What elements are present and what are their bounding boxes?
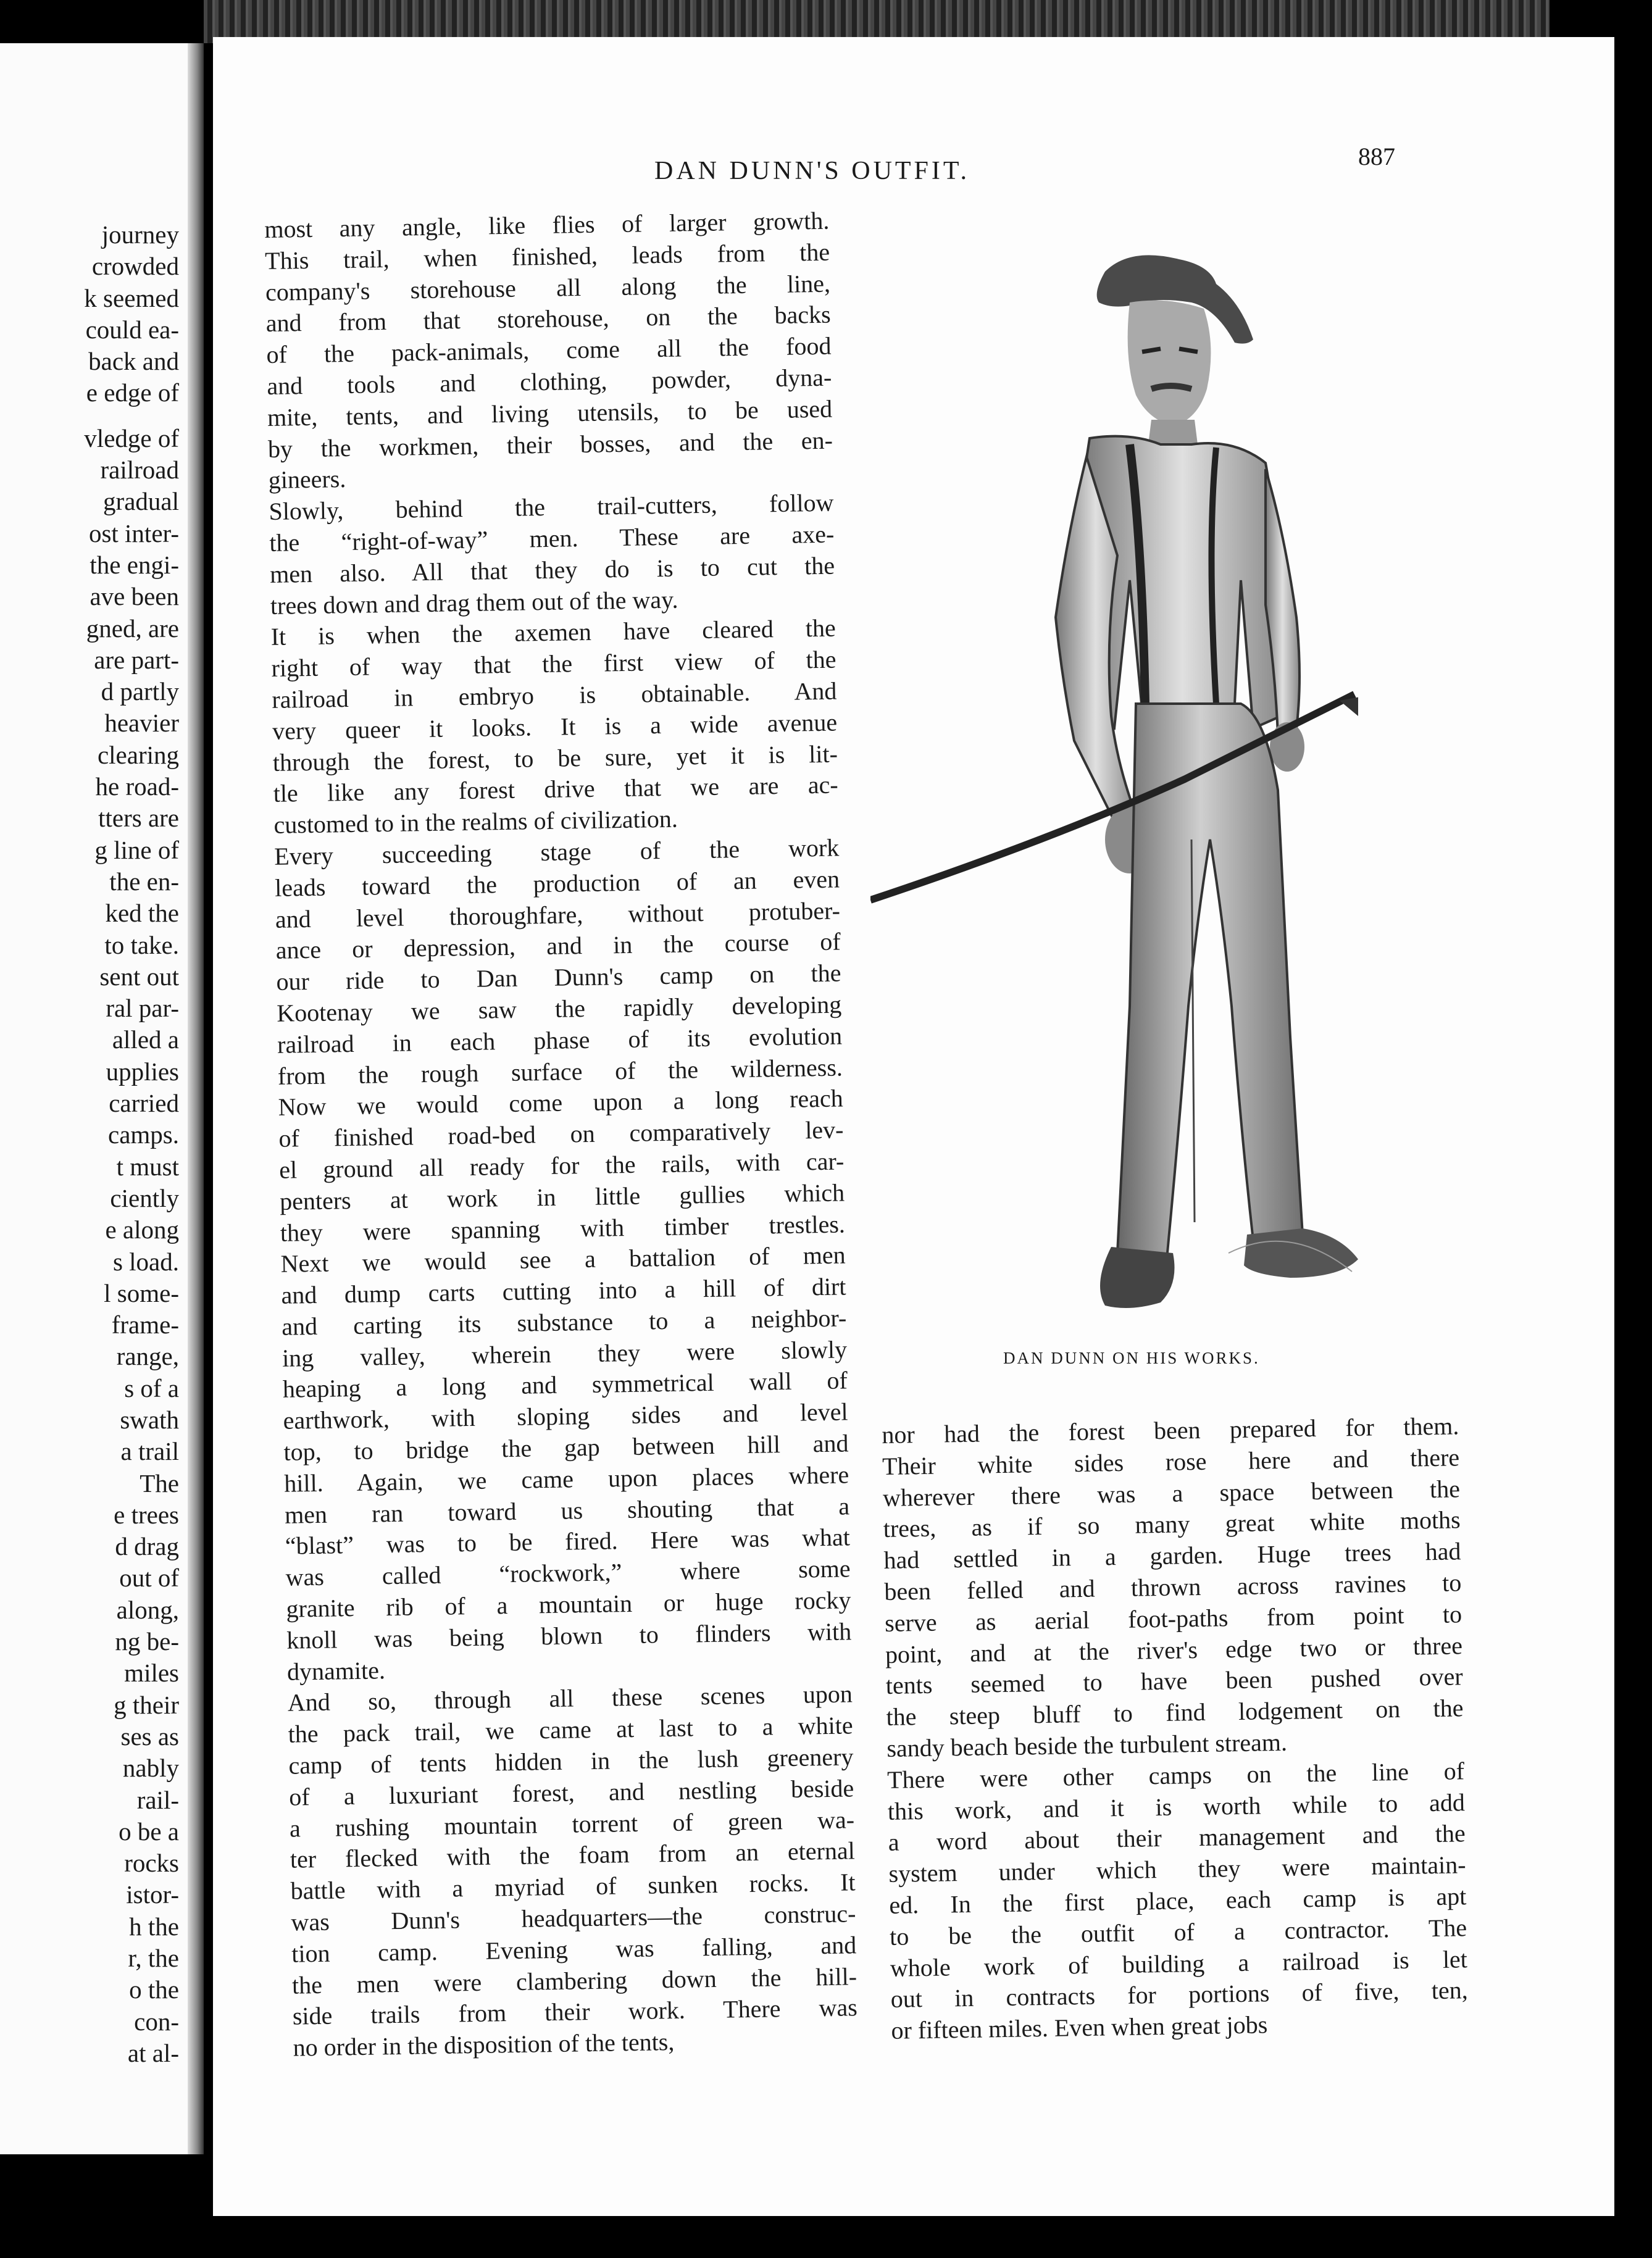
text-line: men also. All that they do is to cut the (269, 551, 835, 588)
text-line: was Dunn's headquarters—the construc- (291, 1899, 856, 1936)
text-line: ance or depression, and in the course of (275, 927, 841, 965)
illustration-workman (870, 235, 1358, 1333)
text-line: heavier (104, 709, 179, 738)
text-line: Next we would see a battalion of men (280, 1241, 846, 1278)
text-line: battle with a myriad of sunken rocks. It (290, 1868, 856, 1905)
text-line: ed. In the first place, each camp is apt (888, 1882, 1467, 1919)
text-line: or fifteen miles. Even when great jobs (891, 2010, 1268, 2045)
text-line: clearing (97, 740, 179, 769)
text-line: journey (101, 220, 179, 249)
text-line: dynamite. (286, 1656, 386, 1686)
text-line: wherever there was a space between the (882, 1474, 1461, 1512)
text-line: the men were clambering down the hill- (291, 1962, 857, 1999)
text-line: Every succeeding stage of the work (273, 833, 840, 870)
text-line: a rushing mountain torrent of green wa- (289, 1805, 855, 1843)
text-line: range, (116, 1342, 179, 1371)
page-number: 887 (1358, 143, 1395, 170)
text-line: could ea- (85, 315, 179, 344)
text-line: back and (88, 347, 179, 376)
text-line: mite, tents, and living utensils, to be used (267, 394, 833, 431)
paragraph-gap (19, 409, 179, 423)
text-line: ral par- (106, 994, 179, 1023)
text-line: sent out (99, 962, 179, 991)
text-line: sandy beach beside the turbulent stream. (886, 1728, 1288, 1762)
text-line: company's storehouse all along the line, (265, 269, 831, 306)
text-line: ng be- (115, 1627, 179, 1656)
text-line: of a luxuriant forest, and nestling beside (288, 1774, 854, 1811)
text-line: along, (116, 1595, 179, 1624)
text-line: ter flecked with the foam from an eternal (290, 1836, 856, 1874)
text-line: through the forest, to be sure, yet it is lit- (272, 739, 838, 777)
text-line: tents seemed to have been pushed over (885, 1662, 1464, 1700)
text-line: and tools and clothing, powder, dyna- (267, 363, 832, 400)
text-line: this work, and it is worth while to add (887, 1788, 1466, 1825)
text-line: Kootenay we saw the rapidly developing (276, 990, 842, 1027)
text-line: ses as (120, 1722, 179, 1751)
text-line: of the pack-animals, come all the food (266, 331, 832, 369)
text-line: the pack trail, we came at last to a white (288, 1711, 853, 1748)
text-line: nor had the forest been prepared for them. (882, 1412, 1459, 1449)
text-line: knoll was being blown to flinders with (286, 1617, 852, 1654)
text-line: Slowly, behind the trail-cutters, follow (269, 488, 834, 526)
text-line: g their (114, 1690, 179, 1719)
text-line: customed to in the realms of civilization. (273, 804, 678, 839)
text-line: upplies (106, 1057, 179, 1086)
text-line: s of a (124, 1373, 179, 1402)
text-line: vledge of (84, 423, 179, 452)
text-line: e trees (114, 1500, 179, 1529)
text-line: earthwork, with sloping sides and level (283, 1398, 848, 1435)
text-line: are part- (94, 645, 179, 674)
text-line: railroad (100, 456, 179, 485)
text-line: rocks (124, 1849, 179, 1878)
text-line: ked the (105, 899, 179, 928)
text-line: Their white sides rose here and there (882, 1443, 1460, 1480)
text-line: by the workmen, their bosses, and the en- (267, 426, 833, 463)
text-line: tters are (98, 804, 179, 833)
text-line: no order in the disposition of the tents, (293, 2028, 675, 2062)
text-line: men ran toward us shouting that a (284, 1492, 850, 1529)
text-line: gned, are (86, 614, 179, 643)
text-line: and dump carts cutting into a hill of dirt (281, 1272, 846, 1309)
text-column-left (264, 206, 858, 2064)
text-line: k seemed (84, 283, 179, 312)
text-line: o be a (119, 1817, 179, 1846)
text-line: whole work of building a railroad is let (890, 1944, 1468, 1982)
text-line: “blast” was to be fired. Here was what (285, 1523, 851, 1560)
text-line: side trails from their work. There was (292, 1993, 858, 2031)
text-line: leads toward the production of an even (274, 865, 840, 902)
microfilm-edge-bottom (0, 2216, 1652, 2258)
text-line: gradual (103, 487, 179, 516)
text-line: the “right-of-way” men. These are axe- (269, 520, 835, 557)
previous-page-text-fragments (19, 219, 179, 2069)
text-line: granite rib of a mountain or huge rocky (286, 1586, 851, 1623)
page-edge-shadow (1614, 37, 1652, 2216)
text-line: top, to bridge the gap between hill and (283, 1429, 849, 1466)
text-line: heaping a long and symmetrical wall of (282, 1366, 848, 1404)
text-line: been felled and thrown across ravines to (884, 1569, 1462, 1606)
text-line: from the rough surface of the wilderness. (277, 1052, 843, 1090)
text-line: they were spanning with timber trestles. (280, 1209, 846, 1247)
text-line: And so, through all these scenes upon (287, 1680, 853, 1717)
text-line: railroad in embryo is obtainable. And (271, 677, 837, 714)
text-line: ciently (110, 1183, 179, 1212)
text-line: he road- (95, 772, 179, 801)
figure-caption: DAN DUNN ON HIS WORKS. (1003, 1349, 1260, 1367)
text-line: ave been (90, 582, 179, 611)
text-line: the engi- (90, 550, 179, 579)
text-line: alled a (112, 1025, 179, 1054)
text-line: ing valley, wherein they were slowly (282, 1335, 848, 1372)
workman-illustration-svg (870, 235, 1358, 1333)
text-line: and level thoroughfare, without protuber- (275, 896, 841, 933)
text-line: miles (124, 1659, 179, 1688)
text-line: right of way that the first view of the (271, 645, 836, 683)
text-line: out in contracts for portions of five, ten, (890, 1976, 1468, 2014)
text-line: hill. Again, we came upon places where (283, 1460, 849, 1498)
text-line: e along (105, 1215, 179, 1244)
text-line: ost inter- (88, 519, 179, 548)
text-line: frame- (111, 1310, 179, 1339)
text-line: the steep bluff to find lodgement on the (886, 1694, 1464, 1731)
text-line: con- (134, 2007, 179, 2036)
text-line: to be the outfit of a contractor. The (889, 1913, 1467, 1951)
text-line: nably (122, 1754, 179, 1783)
text-line: of finished road-bed on comparatively lev- (278, 1115, 844, 1152)
text-line: rail- (136, 1785, 179, 1814)
text-line: o the (129, 1975, 179, 2004)
text-line: t must (116, 1152, 179, 1181)
text-line: tion camp. Evening was falling, and (291, 1931, 857, 1968)
text-line: gineers. (268, 465, 346, 494)
text-line: camps. (108, 1120, 179, 1149)
text-line: the en- (109, 867, 179, 896)
text-line: penters at work in little gullies which (279, 1178, 845, 1215)
text-line: s load. (112, 1247, 179, 1276)
text-line: was called “rockwork,” where some (285, 1554, 851, 1591)
text-line: Now we would come upon a long reach (278, 1084, 843, 1122)
text-line: e edge of (86, 378, 179, 407)
text-line: d drag (115, 1532, 179, 1561)
text-line: at al- (127, 2038, 179, 2067)
text-line: d partly (101, 677, 179, 706)
text-line: a trail (120, 1437, 179, 1466)
text-line: l some- (104, 1278, 179, 1307)
text-line: crowded (91, 252, 179, 281)
text-line: r, the (128, 1944, 179, 1973)
text-line: el ground all ready for the rails, with car- (278, 1147, 845, 1184)
text-line: had settled in a garden. Huge trees had (883, 1537, 1461, 1575)
text-line: serve as aerial foot-paths from point to (884, 1600, 1462, 1637)
text-line: our ride to Dan Dunn's camp on the (276, 959, 841, 996)
text-line: very queer it looks. It is a wide avenue (272, 708, 838, 745)
text-line: h the (129, 1912, 179, 1941)
text-line: swath (120, 1405, 179, 1434)
text-line: railroad in each phase of its evolution (277, 1022, 843, 1059)
running-head: DAN DUNN'S OUTFIT. (654, 157, 970, 185)
text-line: carried (109, 1089, 179, 1118)
text-column-right (882, 1410, 1469, 2046)
text-line: a word about their management and the (888, 1819, 1466, 1857)
text-line: g line of (94, 835, 179, 864)
book-gutter (188, 43, 204, 2154)
text-line: This trail, when finished, leads from the (264, 238, 830, 275)
previous-page (0, 43, 204, 2154)
text-line: and from that storehouse, on the backs (265, 300, 832, 338)
text-line: system under which they were maintain- (888, 1851, 1466, 1888)
text-line: trees down and drag them out of the way. (270, 585, 678, 620)
text-line: to take. (104, 930, 179, 959)
text-line: most any angle, like flies of larger growth. (264, 206, 830, 243)
text-line: point, and at the river's edge two or three (885, 1631, 1463, 1669)
text-line: out of (119, 1564, 179, 1593)
text-line: There were other camps on the line of (886, 1757, 1465, 1794)
text-line: istor- (126, 1880, 179, 1909)
text-line: camp of tents hidden in the lush greenery (288, 1743, 854, 1780)
text-line: The (140, 1469, 179, 1498)
text-line: and carting its substance to a neighbor- (281, 1304, 847, 1341)
text-line: It is when the axemen have cleared the (270, 614, 836, 651)
text-line: trees, as if so many great white moths (883, 1506, 1461, 1543)
text-line: tle like any forest drive that we are ac- (273, 770, 838, 808)
